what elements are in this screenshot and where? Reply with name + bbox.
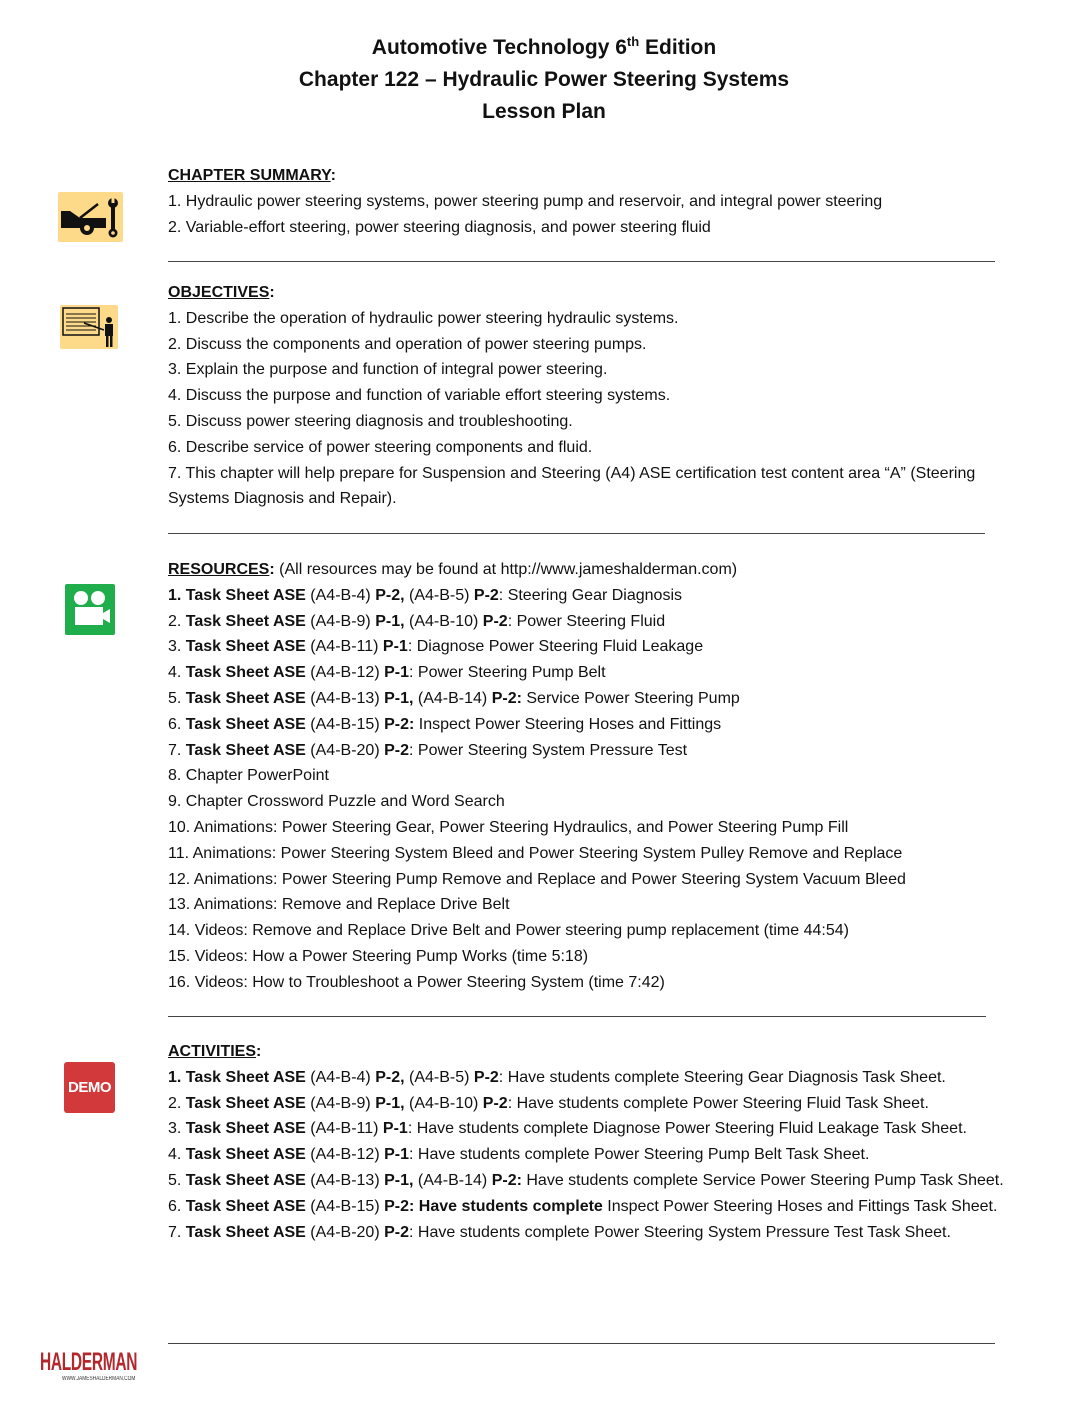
list-item-text: 4. Discuss the purpose and function of variable effort steering systems.: [168, 387, 671, 405]
list-item-text: : Power Steering Fluid: [507, 612, 666, 630]
divider: [168, 1016, 986, 1017]
list-item: [168, 1065, 1023, 1091]
list-item-text: P-2: [384, 741, 409, 759]
list-item-text: P-2: [473, 1068, 499, 1086]
list-item-text: (A4-B-12): [305, 664, 385, 682]
list-item-text: 14. Videos: Remove and Replace Drive Belt and Power steering pump replacement (time 44:54): [168, 922, 849, 940]
list-item: [168, 815, 1028, 841]
objectives-list: [168, 306, 998, 512]
list-item: [168, 789, 1028, 815]
list-item: [168, 357, 998, 383]
list-item: [168, 1116, 1023, 1142]
list-item: [168, 583, 1028, 609]
list-item-text: 2.: [168, 612, 186, 630]
list-item-text: 5.: [168, 1171, 186, 1189]
list-item-text: 3. Explain the purpose and function of integral power steering.: [168, 361, 608, 379]
list-item: [168, 712, 1028, 738]
list-item-text: 15. Videos: How a Power Steering Pump Works (time 5:18): [168, 947, 589, 965]
list-item-text: 13. Animations: Remove and Replace Drive Belt: [168, 896, 510, 914]
resources-section: RESOURCES: (All resources may be found at http://www.jameshalderman.com) 1. Task Sheet ASE (A4-B-4) P-2, (A4-B-5) P-2: Steering Gear Diagnosis 2. Task Sheet ASE (A4-B-9) P-1, (A4-B-10) P-2: Power Steering Fluid 3. Task Sheet ASE (A4-B-11) P-1: Diagnose Power Steering Fluid Leakage 4. Task Sheet ASE (A4-B-12) P-1: Power Steering Pump Belt 5. Task Sheet ASE (A4-B-13) P-1, (A4-B-14) P-2: Service Power Steering Pump 6. Task Sheet ASE (A4-B-15) P-2: Inspect Power Steering Hoses and Fittings 7. Task Sheet ASE (A4-B-20) P-2: Power Steering System Pressure Test 8. Chapter PowerPoint 9. Chapter Crossword Puzzle and Word Search 10. Animations: Power Steering Gear, Power Steering Hydraulics, and Power Steering Pump Fill 11. Animations: Power Steering System Bleed and Power Steering System Pulley Remove and Replace 12. Animations: Power Steering Pump Remove and Replace and Power Steering System Vacuum Bleed 13. Animations: Remove and Replace Drive Belt 14. Videos: Remove and Replace Drive Belt and Power steering pump replacement (time 44:54) 15. Videos: How a Power Steering Pump Works (time 5:18) 16. Videos: How to Troubleshoot a Power Steering System (time 7:42): [168, 557, 1028, 996]
list-item-text: : Have students complete Power Steering Pump Belt Task Sheet.: [409, 1146, 870, 1164]
activities-section: ACTIVITIES: 1. Task Sheet ASE (A4-B-4) P-2, (A4-B-5) P-2: Have students complete Steering Gear Diagnosis Task Sheet. 2. Task Sheet ASE (A4-B-9) P-1, (A4-B-10) P-2: Have students complete Power Steering Fluid Task Sheet. 3. Task Sheet ASE (A4-B-11) P-1: Have students complete Diagnose Power Steering Fluid Leakage Task Sheet. 4. Task Sheet ASE (A4-B-12) P-1: Have students complete Power Steering Pump Belt Task Sheet. 5. Task Sheet ASE (A4-B-13) P-1, (A4-B-14) P-2: Have students complete Service Power Steering Pump Task Sheet. 6. Task Sheet ASE (A4-B-15) P-2: Have students complete Inspect Power Steering Hoses and Fittings Task Sheet. 7. Task Sheet ASE (A4-B-20) P-2: Have students complete Power Steering System Pressure Test Task Sheet.: [168, 1039, 1023, 1245]
list-item: [168, 841, 1028, 867]
list-item-text: P-1: [384, 664, 409, 682]
list-item-text: : Steering Gear Diagnosis: [498, 586, 682, 604]
list-item-text: 6.: [168, 1197, 186, 1215]
resources-note: (All resources may be found at http://www.jameshalderman.com): [274, 561, 738, 578]
list-item-text: Service Power Steering Pump: [521, 689, 740, 707]
video-camera-icon: [65, 584, 115, 635]
list-item-text: (A4-B-13): [305, 1171, 385, 1189]
list-item-text: (A4-B-20): [305, 741, 385, 759]
list-item-text: Task Sheet ASE: [185, 1094, 306, 1112]
list-item-text: Inspect Power Steering Hoses and Fittings: [414, 715, 722, 733]
list-item-text: 5. Discuss power steering diagnosis and troubleshooting.: [168, 412, 573, 430]
list-item-text: Task Sheet ASE: [185, 1223, 306, 1241]
list-item-text: 2. Discuss the components and operation of power steering pumps.: [168, 335, 647, 353]
list-item: [168, 970, 1028, 996]
halderman-logo: [40, 1348, 138, 1382]
list-item: [168, 1091, 1023, 1117]
list-item-text: (A4-B-15): [305, 715, 385, 733]
chapter-summary-section: CHAPTER SUMMARY: 1. Hydraulic power steering systems, power steering pump and reservoir, and integral power steering 2. Variable-effort steering, power steering diagnosis, and power steering fluid: [168, 163, 1028, 240]
list-item-text: Task Sheet ASE: [185, 1197, 306, 1215]
list-item: [168, 660, 1028, 686]
list-item-text: (A4-B-20): [305, 1223, 385, 1241]
list-item: [168, 634, 1028, 660]
list-item-text: (A4-B-9): [305, 612, 376, 630]
title-superscript: th: [626, 34, 640, 49]
list-item: [168, 435, 998, 461]
list-item: [168, 918, 1028, 944]
list-item-text: Have students complete Service Power Steering Pump Task Sheet.: [521, 1171, 1004, 1189]
list-item-text: : Power Steering Pump Belt: [409, 664, 606, 682]
chapter-summary-heading: CHAPTER SUMMARY: [168, 167, 331, 184]
list-item-text: P-1,: [384, 689, 418, 707]
list-item-text: 1. Task Sheet ASE: [168, 586, 306, 604]
demo-icon: [64, 1062, 115, 1113]
list-item: [168, 892, 1028, 918]
car-repair-icon: [58, 192, 123, 242]
list-item-text: Task Sheet ASE: [185, 664, 306, 682]
presentation-icon: [60, 305, 118, 349]
list-item-text: Inspect Power Steering Hoses and Fittings Task Sheet.: [602, 1197, 998, 1215]
list-item-text: 6. Describe service of power steering components and fluid.: [168, 438, 593, 456]
list-item-text: (A4-B-5): [408, 586, 474, 604]
list-item-text: 3.: [168, 1120, 186, 1138]
list-item-text: P-2: [384, 1223, 409, 1241]
list-item-text: P-1,: [384, 1171, 418, 1189]
list-item: [168, 461, 998, 513]
list-item-text: (A4-B-9): [305, 1094, 376, 1112]
list-item-text: (A4-B-10): [408, 612, 483, 630]
list-item-text: 12. Animations: Power Steering Pump Remove and Replace and Power Steering System Vacuum Bleed: [168, 870, 906, 888]
list-item: [168, 189, 1028, 215]
objectives-section: OBJECTIVES: 1. Describe the operation of hydraulic power steering hydraulic systems. 2. Discuss the components and operation of power steering pumps. 3. Explain the purpose and function of integral power steering. 4. Discuss the purpose and function of variable effort steering systems. 5. Discuss power steering diagnosis and troubleshooting. 6. Describe service of power steering components and fluid. 7. This chapter will help prepare for Suspension and Steering (A4) ASE certification test content area “A” (Steering Systems Diagnosis and Repair).: [168, 280, 998, 512]
list-item-text: 2.: [168, 1094, 186, 1112]
list-item-text: 4.: [168, 664, 186, 682]
resources-list: [168, 583, 1028, 996]
logo-url: WWW.JAMESHALDERMAN.COM: [62, 1376, 136, 1382]
list-item-text: P-1: [384, 1146, 409, 1164]
objectives-heading: OBJECTIVES: [168, 284, 270, 301]
list-item: [168, 1142, 1023, 1168]
list-item-text: (A4-B-4): [305, 1068, 376, 1086]
list-item-text: Task Sheet ASE: [185, 1171, 306, 1189]
list-item-text: Task Sheet ASE: [185, 1146, 306, 1164]
list-item: [168, 383, 998, 409]
list-item-text: P-2,: [375, 586, 409, 604]
divider: [168, 261, 995, 262]
title-line-1: [0, 34, 1088, 60]
list-item-text: (A4-B-4): [305, 586, 376, 604]
list-item-text: (A4-B-13): [305, 689, 385, 707]
list-item-text: P-2:: [491, 1171, 522, 1189]
list-item-text: : Have students complete Power Steering Fluid Task Sheet.: [507, 1094, 929, 1112]
list-item-text: P-2,: [375, 1068, 409, 1086]
list-item-text: 6.: [168, 715, 186, 733]
list-item-text: : Have students complete Power Steering System Pressure Test Task Sheet.: [409, 1223, 951, 1241]
list-item: [168, 686, 1028, 712]
list-item: [168, 1194, 1023, 1220]
list-item-text: P-2: [473, 586, 499, 604]
list-item-text: Task Sheet ASE: [185, 689, 306, 707]
list-item-text: : Have students complete Diagnose Power Steering Fluid Leakage Task Sheet.: [407, 1120, 967, 1138]
title-text: Automotive Technology 6: [371, 36, 627, 59]
list-item-text: 7.: [168, 1223, 186, 1241]
title-text-suffix: Edition: [639, 36, 717, 59]
list-item-text: (A4-B-14): [417, 689, 492, 707]
list-item-text: Task Sheet ASE: [185, 638, 306, 656]
list-item: [168, 332, 998, 358]
list-item-text: (A4-B-14): [417, 1171, 492, 1189]
list-item-text: 7. This chapter will help prepare for Suspension and Steering (A4) ASE certification test content area “A” (Steering Systems Diagnosis and Repair).: [168, 464, 976, 508]
list-item: [168, 609, 1028, 635]
list-item: [168, 738, 1028, 764]
list-item-text: (A4-B-11): [305, 1120, 383, 1138]
divider: [168, 533, 985, 534]
list-item: [168, 215, 1028, 241]
list-item-text: (A4-B-11): [305, 638, 383, 656]
list-item-text: P-2: [482, 612, 508, 630]
activities-heading: ACTIVITIES: [168, 1043, 257, 1060]
list-item-text: 9. Chapter Crossword Puzzle and Word Search: [168, 793, 505, 811]
list-item-text: 8. Chapter PowerPoint: [168, 767, 329, 785]
list-item: [168, 944, 1028, 970]
title-line-2: Chapter 122 – Hydraulic Power Steering Systems: [298, 68, 790, 91]
list-item-text: P-2: [482, 1094, 508, 1112]
list-item-text: (A4-B-12): [305, 1146, 385, 1164]
list-item-text: P-2:: [491, 689, 522, 707]
list-item-text: (A4-B-10): [408, 1094, 483, 1112]
list-item-text: 3.: [168, 638, 186, 656]
divider: [168, 1343, 995, 1344]
list-item-text: P-1: [382, 1120, 408, 1138]
list-item-text: 16. Videos: How to Troubleshoot a Power Steering System (time 7:42): [168, 973, 665, 991]
list-item-text: 11. Animations: Power Steering System Bleed and Power Steering System Pulley Remove and Replace: [168, 844, 903, 862]
list-item-text: 7.: [168, 741, 186, 759]
list-item-text: Task Sheet ASE: [185, 612, 306, 630]
list-item-text: Task Sheet ASE: [185, 715, 306, 733]
list-item-text: (A4-B-5): [408, 1068, 474, 1086]
list-item: [168, 409, 998, 435]
list-item-text: : Power Steering System Pressure Test: [409, 741, 688, 759]
resources-heading: RESOURCES: [168, 561, 270, 578]
list-item-text: : Diagnose Power Steering Fluid Leakage: [407, 638, 704, 656]
list-item: [168, 1168, 1023, 1194]
logo-text: HALDERMAN: [40, 1348, 138, 1376]
list-item-text: P-1,: [375, 1094, 409, 1112]
list-item-text: : Have students complete Steering Gear Diagnosis Task Sheet.: [498, 1068, 946, 1086]
list-item-text: 2. Variable-effort steering, power steering diagnosis, and power steering fluid: [168, 218, 711, 236]
list-item-text: (A4-B-15): [305, 1197, 385, 1215]
list-item-text: 1. Task Sheet ASE: [168, 1068, 306, 1086]
list-item-text: P-2:: [384, 715, 415, 733]
list-item-text: P-1,: [375, 612, 409, 630]
chapter-summary-list: [168, 189, 1028, 241]
title-line-3: Lesson Plan: [482, 100, 606, 123]
activities-list: [168, 1065, 1023, 1246]
list-item-text: P-1: [382, 638, 408, 656]
list-item-text: Task Sheet ASE: [185, 741, 306, 759]
list-item-text: 4.: [168, 1146, 186, 1164]
list-item-text: 5.: [168, 689, 186, 707]
list-item-text: 1. Describe the operation of hydraulic power steering hydraulic systems.: [168, 309, 679, 327]
list-item-text: 1. Hydraulic power steering systems, power steering pump and reservoir, and integral power steering: [168, 192, 883, 210]
list-item: [168, 1220, 1023, 1246]
list-item: [168, 306, 998, 332]
list-item-text: 10. Animations: Power Steering Gear, Power Steering Hydraulics, and Power Steering Pump Fill: [168, 818, 849, 836]
list-item: [168, 763, 1028, 789]
demo-icon-label: DEMO: [68, 1079, 111, 1096]
list-item-text: P-2: Have students complete: [384, 1197, 603, 1215]
list-item: [168, 867, 1028, 893]
list-item-text: Task Sheet ASE: [185, 1120, 306, 1138]
